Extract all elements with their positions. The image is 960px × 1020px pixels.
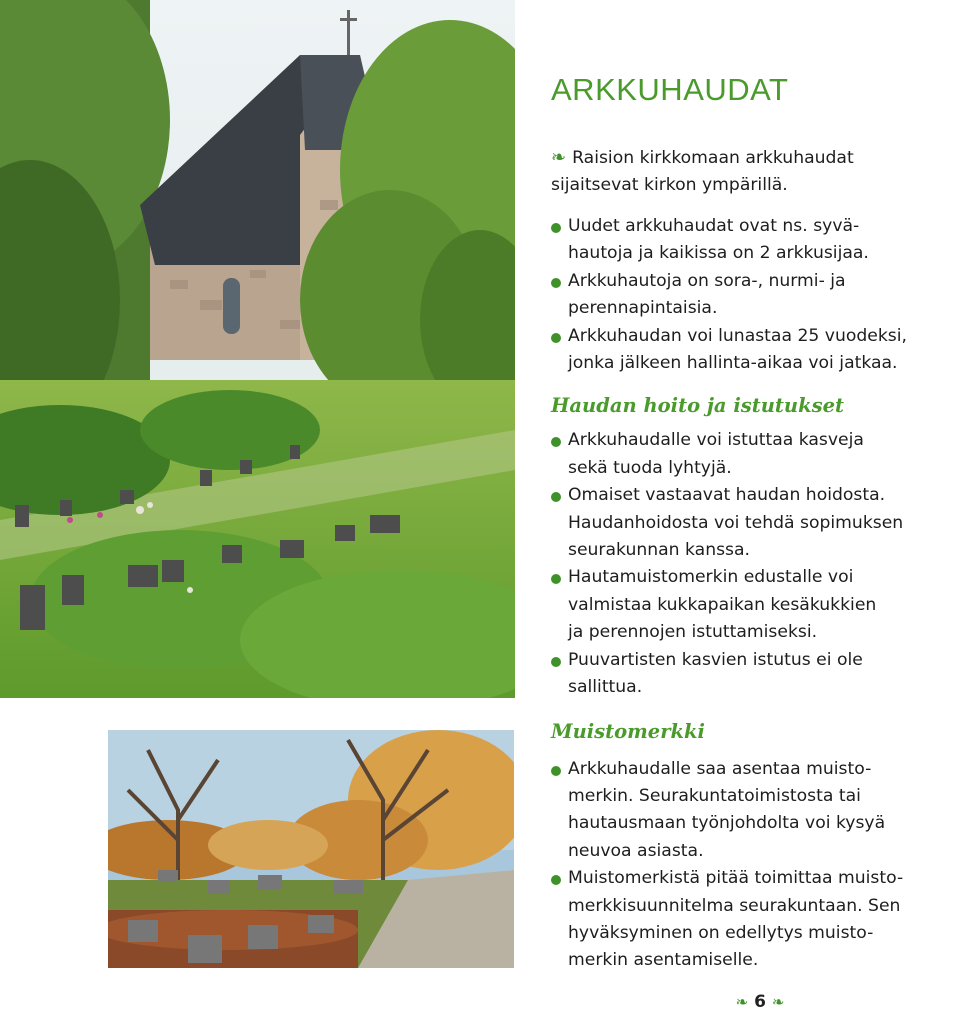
- page-number: 6: [754, 992, 766, 1012]
- memorial-item-line: hyväksyminen on edellytys muisto-: [568, 922, 874, 943]
- text-column: [551, 70, 953, 975]
- bullet-dot-icon: [551, 278, 561, 288]
- memorial-item-line: merkkisuunnitelma seurakuntaan. Sen: [568, 895, 901, 916]
- leaf-ornament-icon: ❧: [735, 993, 749, 1011]
- leaf-ornament-icon: ❧: [551, 147, 567, 168]
- care-item-line: sekä tuoda lyhtyjä.: [568, 457, 732, 478]
- care-item-line: Puuvartisten kasvien istutus ei ole: [568, 649, 863, 670]
- bullet-dot-icon: [551, 574, 561, 584]
- general-item: [551, 323, 953, 378]
- bullet-dot-icon: [551, 875, 561, 885]
- memorial-item-line: Muistomerkistä pitää toimittaa muisto-: [568, 868, 904, 889]
- care-item-line: Hautamuistomerkin edustalle voi: [568, 567, 854, 588]
- bullet-list-memorial: [551, 756, 953, 975]
- memorial-item-line: Arkkuhaudalle saa asentaa muisto-: [568, 758, 872, 779]
- care-item: [551, 647, 953, 702]
- memorial-item-line: neuvoa asiasta.: [568, 840, 704, 861]
- page-title: ARKKUHAUDAT: [551, 72, 789, 107]
- care-item: [551, 427, 953, 482]
- bullet-dot-icon: [551, 657, 561, 667]
- bullet-list-care: [551, 427, 953, 701]
- memorial-item-line: merkin. Seurakuntatoimistosta tai: [568, 785, 861, 806]
- intro-line-2: sijaitsevat kirkon ympärillä.: [551, 175, 788, 195]
- intro-paragraph: [551, 144, 953, 199]
- general-item-line: hautoja ja kaikissa on 2 arkkusijaa.: [568, 243, 869, 264]
- bullet-dot-icon: [551, 492, 561, 502]
- memorial-item: [551, 865, 953, 975]
- care-item-line: valmistaa kukkapaikan kesäkukkien: [568, 594, 877, 615]
- bullet-list-general: [551, 213, 953, 377]
- general-item-line: jonka jälkeen hallinta-aikaa voi jatkaa.: [568, 353, 898, 374]
- general-item-line: Arkkuhautoja on sora-, nurmi- ja: [568, 270, 846, 291]
- care-item-line: ja perennojen istuttamiseksi.: [568, 622, 818, 643]
- memorial-item: [551, 756, 953, 866]
- care-item-line: Haudanhoidosta voi tehdä sopimuksen: [568, 512, 904, 533]
- leaf-ornament-icon: ❧: [771, 993, 785, 1011]
- church-photo: [0, 0, 515, 698]
- section-heading-care: Haudan hoito ja istutukset: [551, 394, 845, 418]
- care-item-line: seurakunnan kanssa.: [568, 540, 750, 561]
- intro-line-1: Raision kirkkomaan arkkuhaudat: [572, 148, 854, 168]
- bullet-dot-icon: [551, 766, 561, 776]
- general-item-line: Uudet arkkuhaudat ovat ns. syvä-: [568, 216, 860, 236]
- care-item-line: Arkkuhaudalle voi istuttaa kasveja: [568, 430, 864, 451]
- care-item-line: Omaiset vastaavat haudan hoidosta.: [568, 485, 886, 506]
- bullet-dot-icon: [551, 333, 561, 343]
- general-item-line: Arkkuhaudan voi lunastaa 25 vuodeksi,: [568, 325, 907, 346]
- section-heading-memorial: Muistomerkki: [551, 719, 705, 743]
- care-item: [551, 564, 953, 646]
- bullet-dot-icon: [551, 223, 561, 233]
- memorial-item-line: merkin asentamiselle.: [568, 950, 759, 971]
- general-item: [551, 213, 953, 268]
- memorial-item-line: hautausmaan työnjohdolta voi kysyä: [568, 813, 886, 834]
- care-item: [551, 482, 953, 564]
- general-item: [551, 268, 953, 323]
- autumn-cemetery-photo: [108, 730, 514, 968]
- bullet-dot-icon: [551, 437, 561, 447]
- general-item-line: perennapintaisia.: [568, 298, 718, 319]
- care-item-line: sallittua.: [568, 677, 643, 698]
